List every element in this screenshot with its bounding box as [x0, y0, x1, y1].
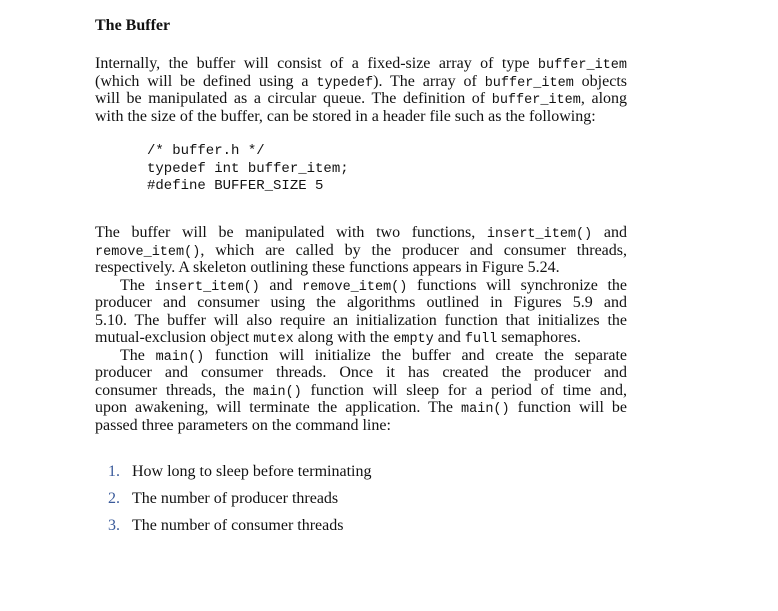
paragraph-4-line-4: upon awakening, will terminate the application. The main() function will be — [95, 399, 628, 417]
paragraph-1-line-4: with the size of the buffer, can be stored in a header file such as the following: — [95, 107, 596, 125]
paragraph-2-line-1: The buffer will be manipulated with two functions, insert_item() and — [95, 224, 627, 242]
code-line-define: #define BUFFER_SIZE 5 — [147, 178, 324, 194]
list-item — [108, 517, 343, 535]
paragraph-3-line-3: 5.10. The buffer will also require an initialization function that initializes the — [95, 311, 627, 329]
paragraph-4-line-5: passed three parameters on the command line: — [95, 416, 391, 434]
list-item-text: The number of producer threads — [132, 490, 339, 507]
paragraph-1-line-3: will be manipulated as a circular queue. The definition of buffer_item, along — [95, 90, 628, 108]
list-item — [108, 463, 372, 481]
list-item-text: The number of consumer threads — [132, 517, 344, 534]
paragraph-1-line-1: Internally, the buffer will consist of a fixed-size array of type buffer_item — [95, 55, 627, 73]
paragraph-4-line-1: The main() function will initialize the buffer and create the separate — [120, 346, 628, 365]
paragraph-4-line-2: producer and consumer threads. Once it has created the producer and — [95, 364, 627, 381]
paragraph-2-line-3: respectively. A skeleton outlining these functions appears in Figure 5.24. — [95, 259, 560, 276]
paragraph-1-line-2: (which will be defined using a typedef). The array of buffer_item objects — [95, 72, 628, 91]
code-line-typedef: typedef int buffer_item; — [147, 160, 349, 177]
paragraph-4-line-3: consumer threads, the main() function will sleep for a period of time and, — [95, 381, 628, 400]
section-heading: The Buffer — [95, 17, 171, 34]
paragraph-3-line-1: The insert_item() and remove_item() functions will synchronize the — [120, 276, 628, 295]
code-line-comment: /* buffer.h */ — [147, 143, 265, 159]
list-item — [108, 490, 338, 508]
paragraph-3-line-4: mutual-exclusion object mutex along with the empty and full semaphores. — [95, 329, 581, 347]
paragraph-2-line-2: remove_item(), which are called by the producer and consumer threads, — [95, 241, 627, 260]
paragraph-3-line-2: producer and consumer using the algorithms outlined in Figures 5.9 and — [95, 294, 627, 311]
list-item-text: How long to sleep before terminating — [132, 463, 372, 480]
list-number: 1. — [108, 463, 120, 480]
list-number: 2. — [108, 490, 120, 507]
list-number: 3. — [108, 517, 120, 534]
